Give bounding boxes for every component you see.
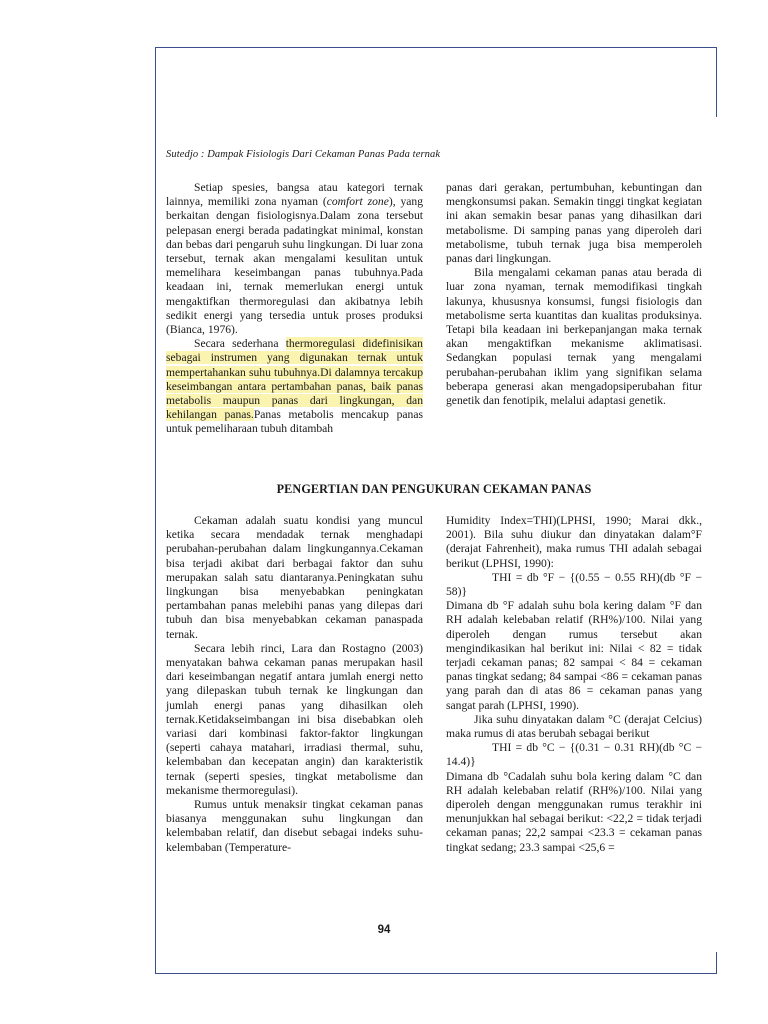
section-paragraph-7: Dimana db °Cadalah suhu bola kering dalam °C dan RH adalah kelebaban relatif (RH%)/100. Nilai yang diperoleh dengan menggunakan rumus terakhir ini menunjukkan hal sebagai berikut: <22,2 = tidak terjadi cekaman panas; 22,2 sampai <23.3 = cekaman panas tingkat sedang; 23.3 sampai <25,6 =: [446, 769, 702, 854]
comfort-zone-term: comfort zone: [326, 195, 389, 209]
thi-formula-fahrenheit: THI = db °F − {(0.55 − 0.55 RH)(db °F − 58)}: [446, 570, 702, 599]
section-right-column: [446, 514, 702, 855]
section-paragraph-1: Cekaman adalah suatu kondisi yang muncul ketika secara mendadak ternak menghadapi perubahan-perubahan dalam lingkungannya.Cekaman bisa terjadi akibat dari berbagai faktor dan suhu merupakan salah satu diantaranya.Peningkatan suhu lingkungan bisa menyebabkan peningkatan pertambahan panas melebihi panas yang dilepas dari tubuh dan bisa menyebabkan cekaman panaspada ternak.: [166, 514, 423, 641]
intro-paragraph-4: Bila mengalami cekaman panas atau berada di luar zona nyaman, ternak memodifikasi tingkah lakunya, khususnya konsumsi, fungsi fisiologis dan metabolisme serta kuantitas dan kualitas produksinya. Tetapi bila keadaan ini berkepanjangan maka ternak akan mengaktifkan mekanisme aklimatisasi. Sedangkan populasi ternak yang mengalami perubahan-perubahan iklim yang signifikan selama beberapa generasi akan mengadopsiperubahan fitur genetik dan fenotipik, melalui adaptasi genetik.: [446, 266, 702, 408]
page-frame-right-top: [716, 47, 717, 117]
section-paragraph-3: Rumus untuk menaksir tingkat cekaman panas biasanya menggunakan suhu lingkungan dan kelembaban relatif, dan disebut sebagai indeks suhu-kelembaban (Temperature-: [166, 798, 423, 854]
intro-right-column: [446, 181, 702, 408]
page-frame-top: [155, 47, 717, 48]
intro-paragraph-3: panas dari gerakan, pertumbuhan, kebuntingan dan mengkonsumsi pakan. Semakin tinggi tingkat kegiatan ini akan semakin besar panas yang dihasilkan dari metabolisme. Di samping panas yang diperoleh dari metabolisme, tubuh ternak juga bisa memperoleh panas dari lingkungan.: [446, 181, 702, 266]
section-paragraph-5: Dimana db °F adalah suhu bola kering dalam °F dan RH adalah kelebaban relatif (RH%)/100. Nilai yang diperoleh dengan rumus tersebut akan mengindikasikan hal berikut ini: Nilai < 82 = tidak terjadi cekaman panas; 82 sampai < 84 = cekaman panas tingkat sedang; 84 sampai <86 = cekaman panas yang parah dan di atas 86 = cekaman panas yang sangat parah (LPHSI, 1990).: [446, 599, 702, 712]
section-paragraph-2: Secara lebih rinci, Lara dan Rostagno (2003) menyatakan bahwa cekaman panas merupakan hasil dari keseimbangan negatif antara jumlah energi netto yang dilepaskan tubuh ternak ke lingkungan dan jumlah energi panas yang dihasilkan oleh ternak.Ketidakseimbangan ini bisa disebabkan oleh variasi dari kombinasi faktor-faktor lingkungan (seperti cahaya matahari, irradiasi thermal, suhu, kelembaban dan kecepatan angin) dan karakteristik ternak (seperti spesies, tingkat metabolisme dan mekanisme thermoregulasi).: [166, 641, 423, 797]
page-frame-left: [155, 47, 156, 973]
page-frame-bottom: [155, 973, 717, 974]
running-head: Sutedjo : Dampak Fisiologis Dari Cekaman Panas Pada ternak: [166, 149, 441, 160]
page-number: 94: [377, 924, 391, 936]
section-paragraph-4: Humidity Index=THI)(LPHSI, 1990; Marai dkk., 2001). Bila suhu diukur dan dinyatakan dalam°F (derajat Fahrenheit), maka rumus THI adalah sebagai berikut (LPHSI, 1990):: [446, 514, 702, 570]
intro-paragraph-2: Secara sederhana thermoregulasi didefinisikan sebagai instrumen yang digunakan ternak untuk mempertahankan suhu tubuhnya.Di dalamnya tercakup keseimbangan antara pertambahan panas, baik panas metabolis maupun panas dari lingkungan, dan kehilangan panas.Panas metabolis mencakup panas untuk pemeliharaan tubuh ditambah: [166, 337, 423, 436]
page-frame-right-bottom: [716, 952, 717, 973]
highlighted-text: thermoregulasi didefinisikan sebagai instrumen yang digunakan ternak untuk mempertahankan suhu tubuhnya.Di dalamnya tercakup keseimbangan antara pertambahan panas, baik panas metabolis maupun panas dari lingkungan, dan kehilangan panas.: [166, 337, 423, 422]
section-left-column: [166, 514, 423, 855]
section-paragraph-6: Jika suhu dinyatakan dalam °C (derajat Celcius) maka rumus di atas berubah sebagai berikut: [446, 712, 702, 741]
thi-formula-celsius: THI = db °C − {(0.31 − 0.31 RH)(db °C − 14.4)}: [446, 741, 702, 769]
intro-left-column: [166, 181, 423, 437]
intro-paragraph-1: Setiap spesies, bangsa atau kategori ternak lainnya, memiliki zona nyaman (comfort zone), yang berkaitan dengan fisiologisnya.Dalam zona tersebut pelepasan energi berada padatingkat minimal, konstan dan bebas dari pengaruh suhu lingkungan. Di luar zona tersebut, ternak akan mengalami kesulitan untuk memelihara keseimbangan panas tubuhnya.Pada keadaan ini, ternak memerlukan energi untuk mengaktifkan thermoregulasi dan akibatnya lebih sedikit energi yang tersedia untuk proses produksi (Bianca, 1976).: [166, 181, 423, 337]
section-title: PENGERTIAN DAN PENGUKURAN CEKAMAN PANAS: [276, 482, 592, 496]
